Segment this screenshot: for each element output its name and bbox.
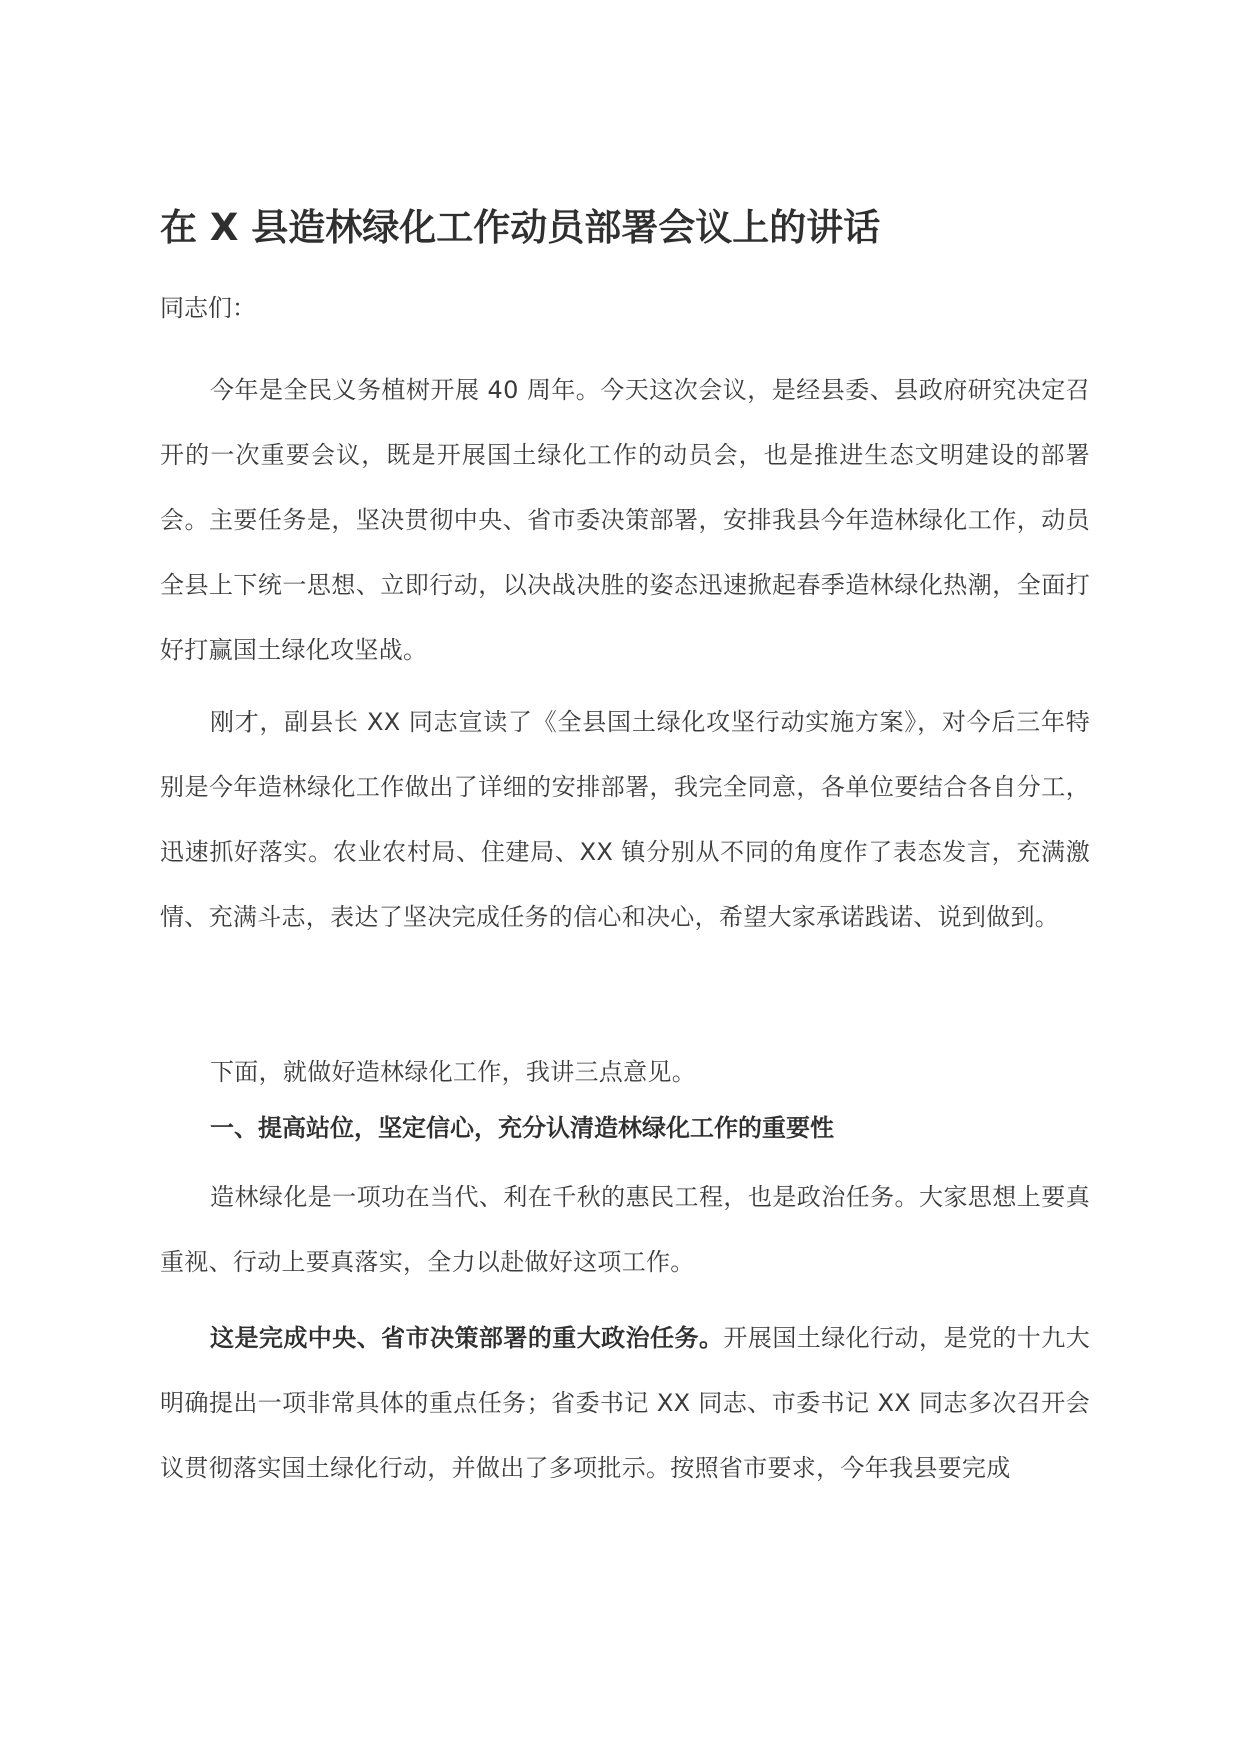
paragraph-intro: 今年是全民义务植树开展 40 周年。今天这次会议，是经县委、县政府研究决定召开的一次重要会议，既是开展国土绿化工作的动员会，也是推进生态文明建设的部署会。主要任务是，坚决贯彻中央、省市委决策部署，安排我县今年造林绿化工作，动员全县上下统一思想、立即行动，以决战决胜的姿态迅速掀起春季造林绿化热潮，全面打好打赢国土绿化攻坚战。 <box>160 376 1090 664</box>
section-heading-1: 一、提高站位，坚定信心，充分认清造林绿化工作的重要性 <box>210 1114 834 1142</box>
document-title: 在 X 县造林绿化工作动员部署会议上的讲话 <box>160 206 881 249</box>
point1-lead: 这是完成中央、省市决策部署的重大政治任务。 <box>210 1324 724 1352</box>
paragraph-plan-review: 刚才，副县长 XX 同志宣读了《全县国土绿化攻坚行动实施方案》，对今后三年特别是今年造林绿化工作做出了详细的安排部署，我完全同意，各单位要结合各自分工，迅速抓好落实。农业农村局、住建局、XX 镇分别从不同的角度作了表态发言，充满激情、充满斗志，表达了坚决完成任务的信心和决心，希望大家承诺践诺、说到做到。 <box>160 708 1090 931</box>
paragraph-three-points: 下面，就做好造林绿化工作，我讲三点意见。 <box>210 1058 696 1086</box>
point1-body: 开展国土绿化行动，是党的十九大明确提出一项非常具体的重点任务；省委书记 XX 同志、市委书记 XX 同志多次召开会议贯彻落实国土绿化行动，并做出了多项批示。按照省市要求，今年我县要完成 <box>160 1324 1090 1482</box>
paragraph-section1: 造林绿化是一项功在当代、利在千秋的惠民工程，也是政治任务。大家思想上要真重视、行动上要真落实，全力以赴做好这项工作。 <box>160 1183 1090 1276</box>
salutation: 同志们： <box>160 294 256 322</box>
paragraph-point1 <box>160 1306 1090 1501</box>
